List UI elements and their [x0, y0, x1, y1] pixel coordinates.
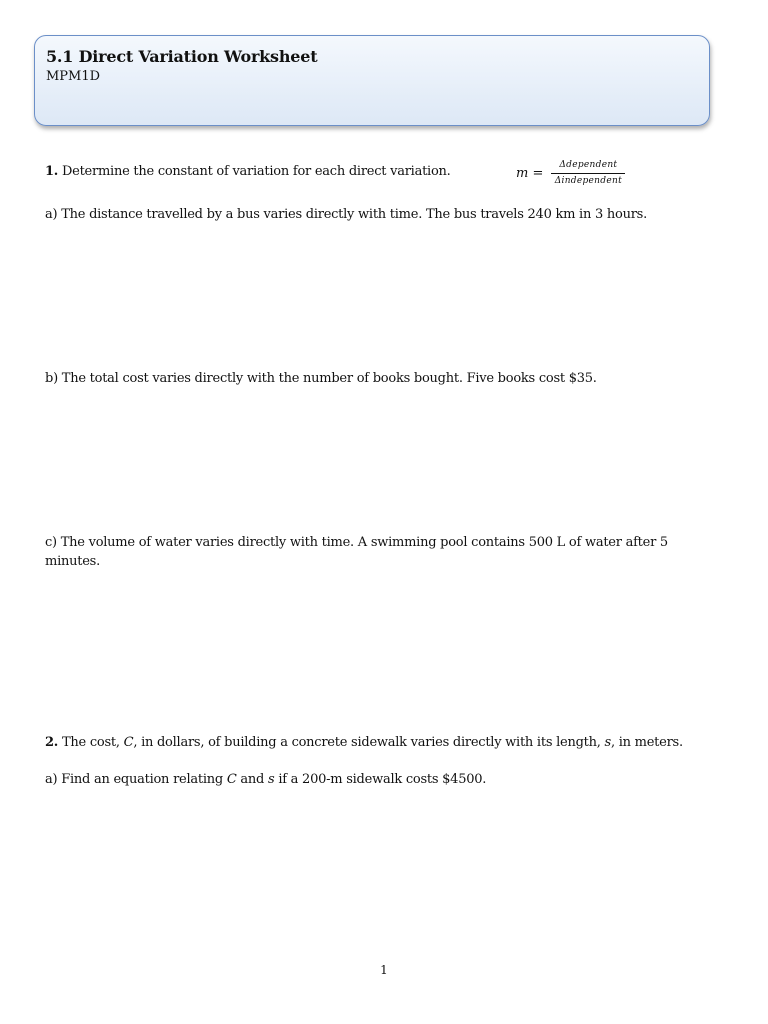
- question-2a-text-2: and: [236, 772, 269, 787]
- question-1b: b) The total cost varies directly with the number of books bought. Five books cost $35.: [45, 371, 597, 386]
- slope-formula: [516, 157, 625, 189]
- page-number: 1: [380, 963, 388, 977]
- variable-s: s: [604, 735, 611, 750]
- question-1-text: Determine the constant of variation for each direct variation.: [61, 164, 451, 179]
- course-code: MPM1D: [46, 69, 101, 84]
- question-2-text-1: The cost,: [61, 735, 124, 750]
- question-2-prompt: [45, 733, 683, 752]
- question-2-number: 2.: [45, 735, 59, 750]
- variable-c: C: [123, 735, 134, 750]
- formula-numerator: Δdependent: [559, 159, 618, 170]
- formula-lhs: m =: [516, 165, 544, 181]
- variable-s: s: [268, 772, 275, 787]
- question-1a: a) The distance travelled by a bus varies directly with time. The bus travels 240 km in 3 hours.: [45, 207, 647, 222]
- worksheet-title: 5.1 Direct Variation Worksheet: [46, 47, 318, 66]
- question-1-number: 1.: [45, 164, 59, 179]
- formula-fraction: [551, 159, 625, 188]
- question-2-text-2: , in dollars, of building a concrete sidewalk varies directly with its length,: [133, 735, 605, 750]
- question-2a-text-3: if a 200-m sidewalk costs $4500.: [274, 772, 487, 787]
- question-1-prompt: [45, 162, 451, 181]
- question-2a: [45, 770, 486, 789]
- question-1c: c) The volume of water varies directly with time. A swimming pool contains 500 L of water after 5 minutes.: [45, 535, 668, 569]
- question-2-text-3: , in meters.: [610, 735, 683, 750]
- fraction-bar: [551, 173, 625, 174]
- worksheet-header: [34, 35, 710, 126]
- variable-c: C: [226, 772, 237, 787]
- formula-denominator: Δindependent: [554, 175, 622, 186]
- question-2a-text-1: a) Find an equation relating: [45, 772, 227, 787]
